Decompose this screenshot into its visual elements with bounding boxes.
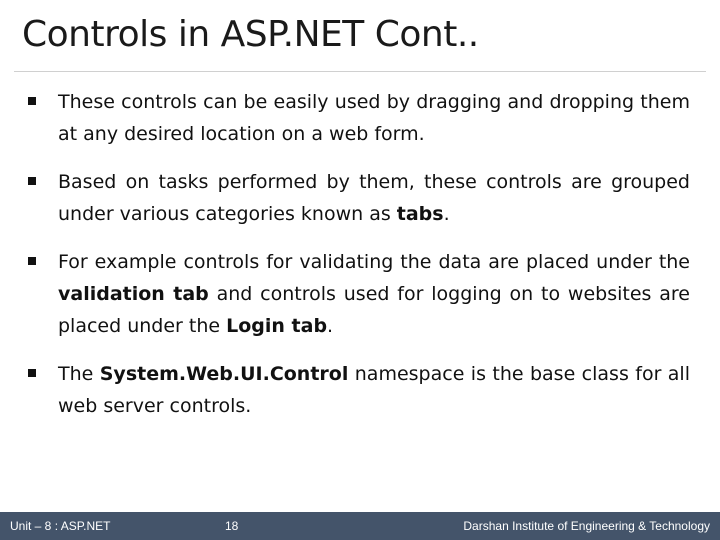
bullet-bold-text: tabs (396, 203, 444, 225)
bullet-text: Based on tasks performed by them, these controls are grouped under various categories known as (58, 171, 690, 225)
bullet-bold-text: validation tab (58, 283, 209, 305)
square-bullet-icon (28, 369, 36, 377)
bullet-item (28, 246, 690, 342)
bullet-item (28, 86, 690, 150)
bullet-text: . (443, 203, 450, 225)
title-divider (14, 71, 706, 72)
bullet-text: . (327, 315, 334, 337)
bullet-text: namespace is the base class for all web server controls. (58, 363, 690, 417)
bullet-text: For example controls for validating the data are placed under the (58, 251, 690, 273)
bullet-bold-text: System.Web.UI.Control (99, 363, 349, 385)
square-bullet-icon (28, 177, 36, 185)
bullet-text: These controls can be easily used by dragging and dropping them at any desired location on a web form. (58, 91, 690, 145)
footer-unit: Unit – 8 : ASP.NET (10, 519, 111, 533)
bullet-item (28, 358, 690, 422)
bullet-item (28, 166, 690, 230)
slide-title: Controls in ASP.NET Cont.. (22, 14, 479, 55)
bullet-bold-text: Login tab (226, 315, 328, 337)
bullet-text: The (58, 363, 100, 385)
bullet-list (28, 86, 690, 438)
footer-bar (0, 512, 720, 540)
footer-institute: Darshan Institute of Engineering & Technology (463, 519, 710, 533)
bullet-text: and controls used for logging on to websites are placed under the (58, 283, 690, 337)
square-bullet-icon (28, 97, 36, 105)
square-bullet-icon (28, 257, 36, 265)
footer-page-number: 18 (225, 519, 239, 533)
